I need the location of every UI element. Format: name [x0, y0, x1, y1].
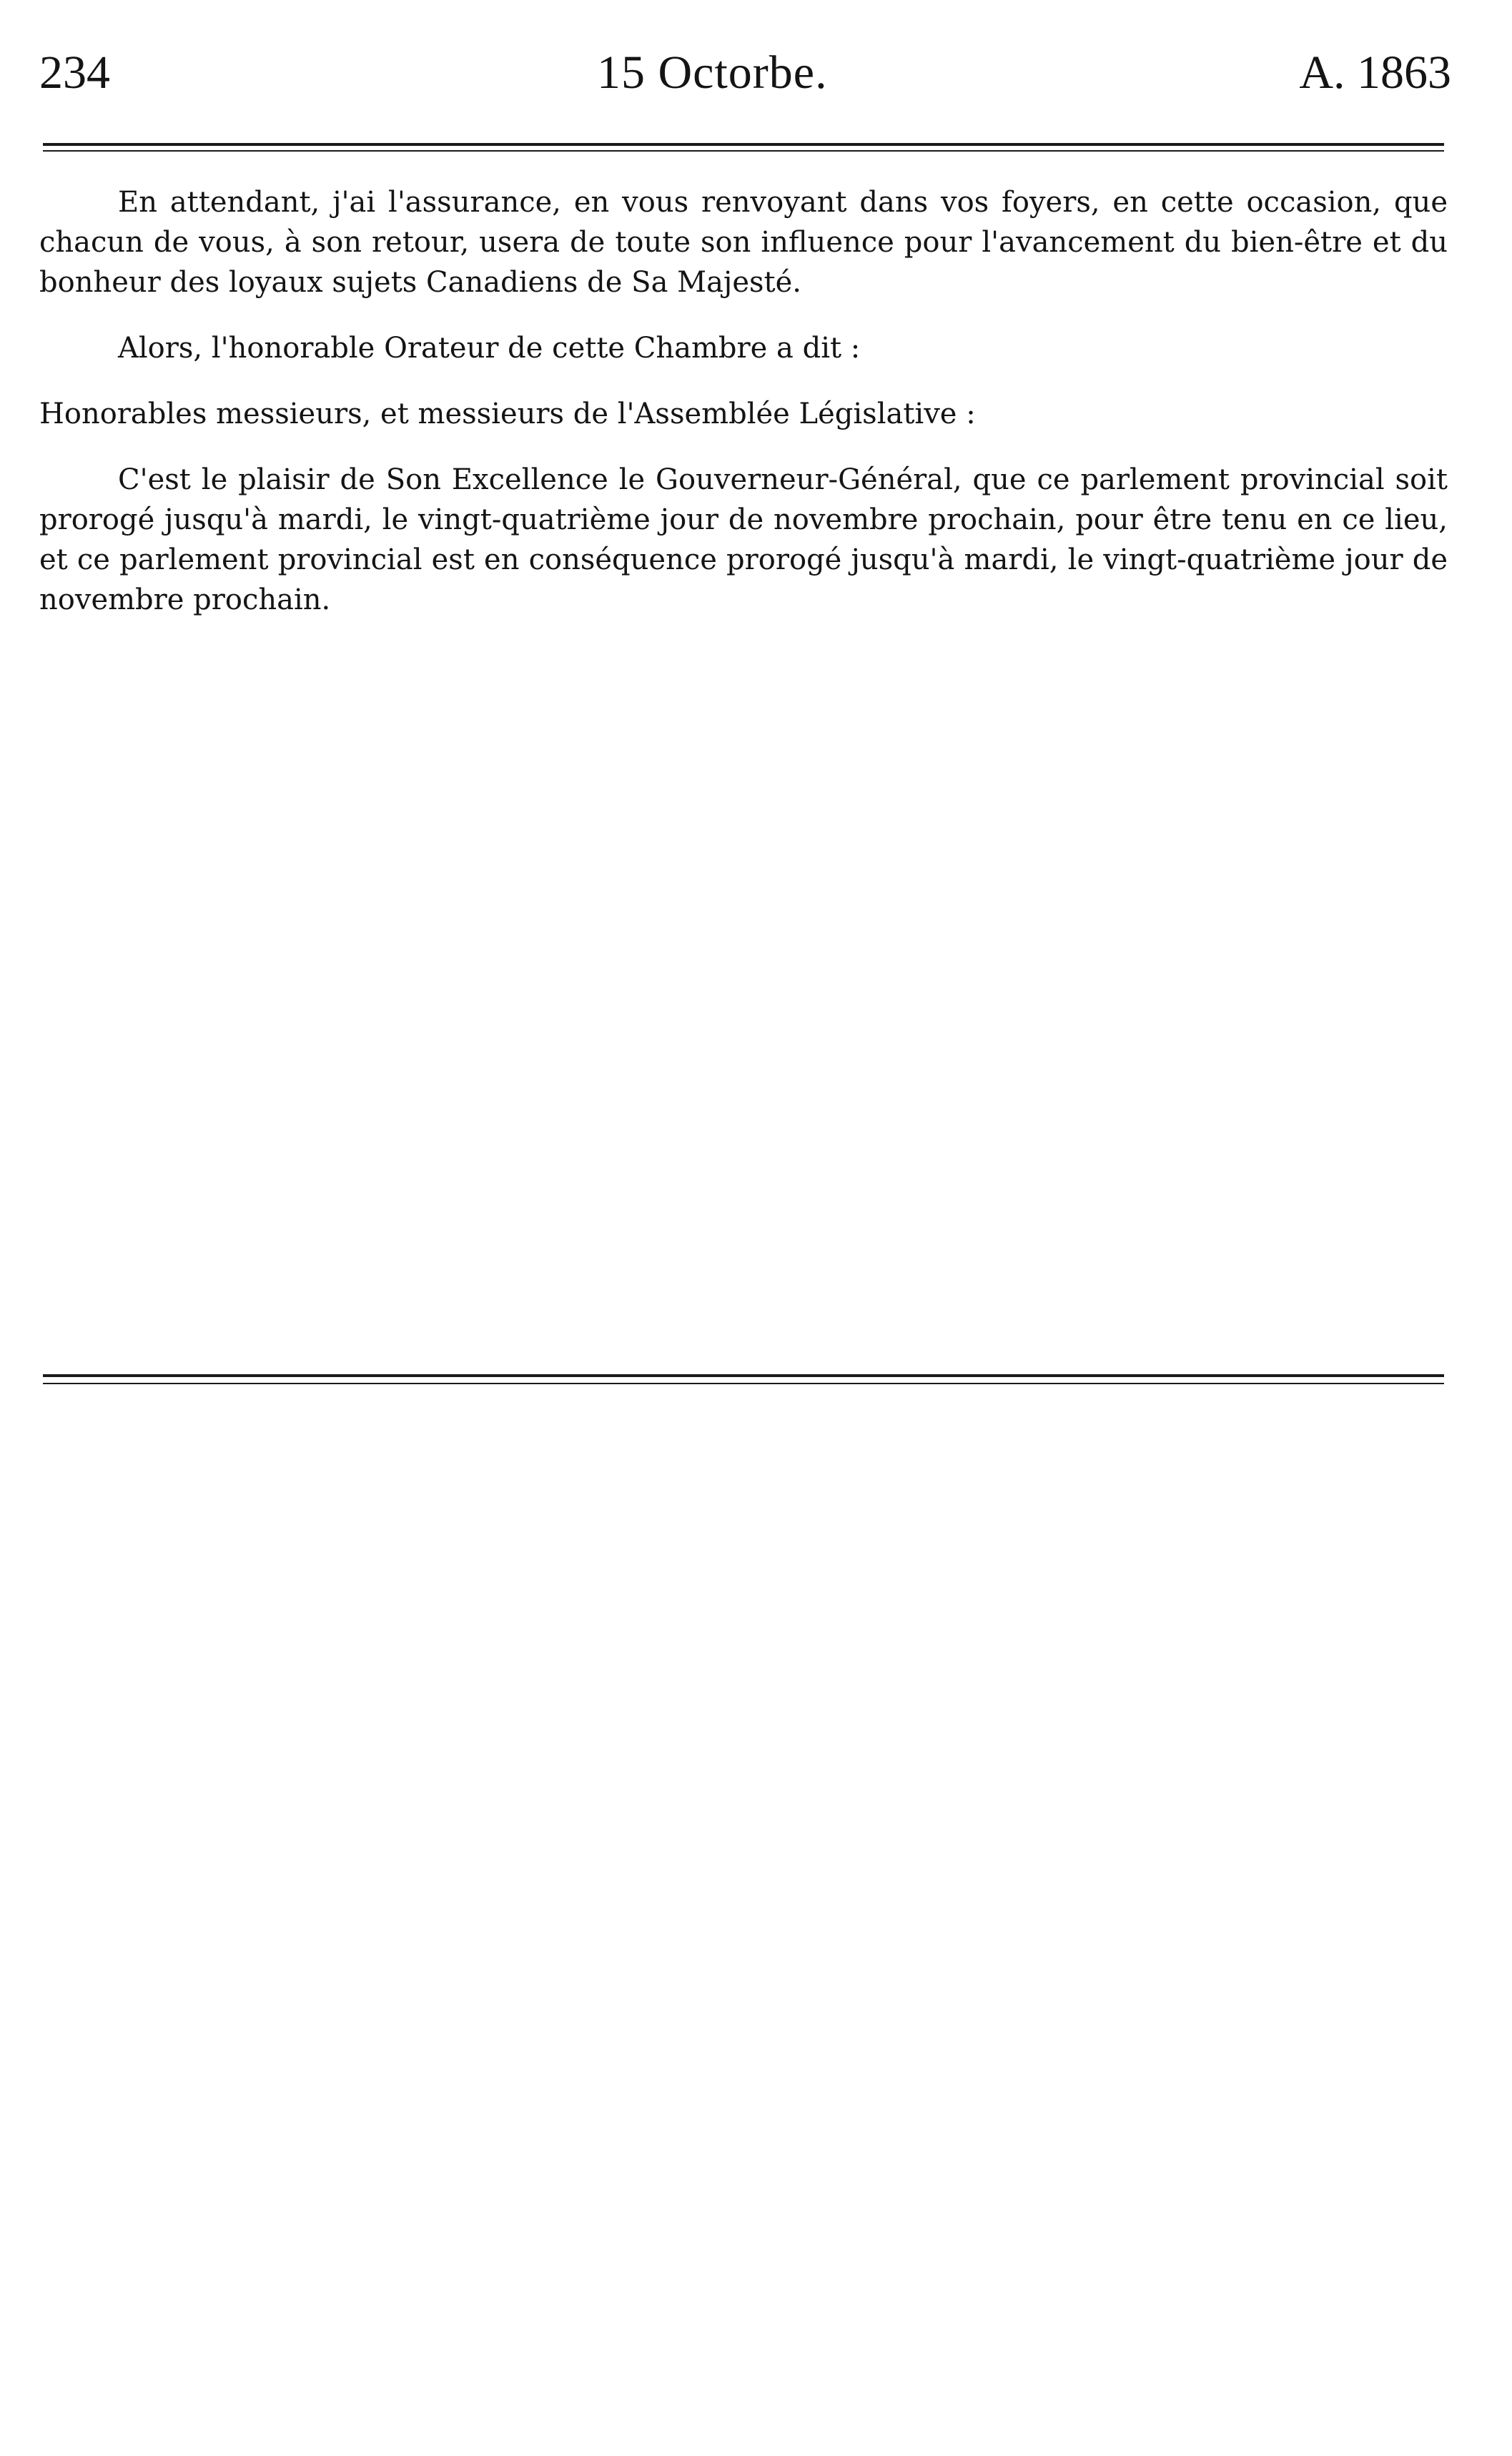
paragraph-speaker: Alors, l'honorable Orateur de cette Chambre a dit : [118, 332, 861, 365]
body-text [39, 182, 1448, 646]
page-header [39, 37, 1451, 109]
header-rule-bottom [43, 150, 1444, 152]
header-rule-top [43, 143, 1444, 146]
paragraph-prorogation: C'est le plaisir de Son Excellence le Gouverneur-Général, que ce parlement provincial soit prorogé jusqu'à mardi, le vingt-quatrième jour de novembre prochain, pour être tenu en ce lieu, et ce parlement provincial est en conséquence prorogé jusqu'à mardi, le vingt-quatrième jour de novembre prochain. [39, 463, 1448, 616]
running-title: 15 Octorbe. [597, 46, 828, 99]
paragraph-closing-remarks: En attendant, j'ai l'assurance, en vous renvoyant dans vos foyers, en cette occasion, que chacun de vous, à son retour, usera de toute son influence pour l'avancement du bien-être et du bonheur des loyaux sujets Canadiens de Sa Majesté. [39, 186, 1448, 299]
page-number: 234 [39, 46, 110, 99]
footer-rule-top [43, 1374, 1444, 1377]
footer-rule-bottom [43, 1383, 1444, 1384]
paragraph-address: Honorables messieurs, et messieurs de l'Assemblée Législative : [39, 398, 976, 430]
year-label: A. 1863 [1299, 46, 1451, 99]
